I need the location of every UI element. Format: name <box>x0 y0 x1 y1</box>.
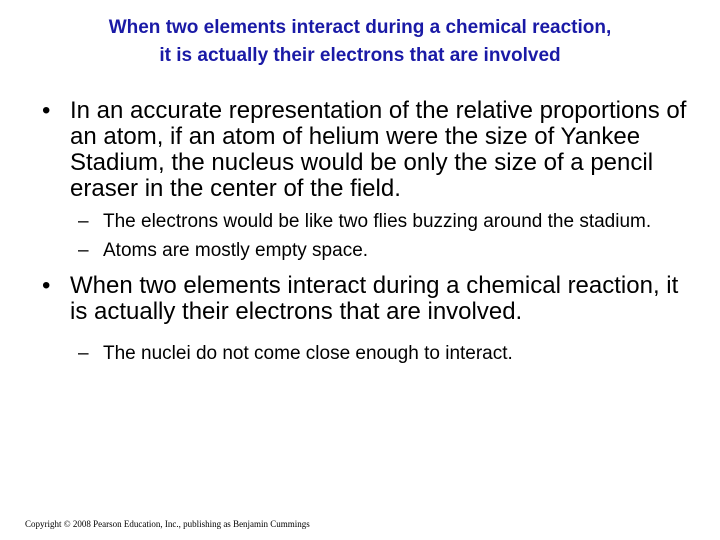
sub-bullet-empty-space <box>42 240 698 262</box>
sub-bullet-nuclei <box>42 343 698 365</box>
sub-bullet-text: The electrons would be like two flies buzzing around the stadium. <box>103 211 652 232</box>
bullet-electrons-involved <box>42 273 698 325</box>
bullet-helium-analogy <box>42 98 698 202</box>
bullet-text: In an accurate representation of the relative proportions of an atom, if an atom of helium were the size of Yankee Stadium, the nucleus would be only the size of a pencil eraser in the center of the field. <box>70 97 687 202</box>
sub-bullet-text: The nuclei do not come close enough to interact. <box>103 343 513 364</box>
bullet-marker: • <box>42 272 51 299</box>
dash-marker: – <box>78 240 89 261</box>
dash-marker: – <box>78 211 89 232</box>
sub-bullet-electrons-flies <box>42 211 698 233</box>
slide-title-line-1: When two elements interact during a chemical reaction, <box>108 17 612 38</box>
slide-body <box>42 98 698 365</box>
bullet-text: When two elements interact during a chemical reaction, it is actually their electrons that are involved. <box>70 272 679 325</box>
dash-marker: – <box>78 343 89 364</box>
sub-bullet-text: Atoms are mostly empty space. <box>103 240 369 261</box>
bullet-marker: • <box>42 97 51 124</box>
slide-title <box>20 14 700 70</box>
copyright-notice: Copyright © 2008 Pearson Education, Inc., publishing as Benjamin Cummings <box>25 519 310 529</box>
slide-title-line-2: it is actually their electrons that are involved <box>159 45 561 66</box>
